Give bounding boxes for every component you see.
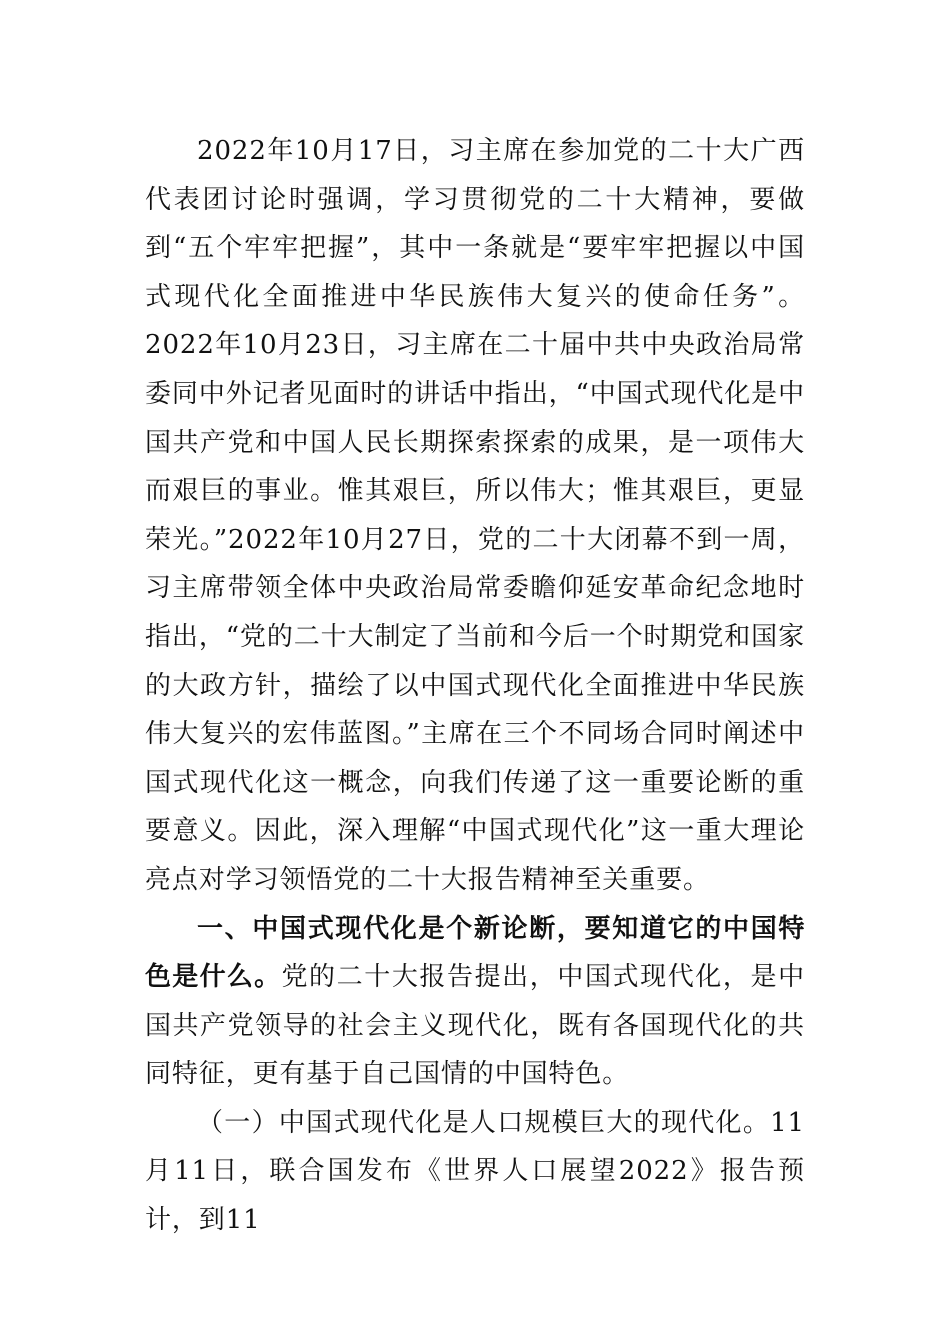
section-one-text: 党的二十大报告提出，中国式现代化，是中国共产党领导的社会主义现代化，既有各国现代化的共同特征，更有基于自己国情的中国特色。 (145, 962, 805, 1090)
subsection-one-text: （一）中国式现代化是人口规模巨大的现代化。11月11日，联合国发布《世界人口展望2022》报告预计，到11 (145, 1107, 805, 1236)
paragraph-section-one (145, 905, 805, 1099)
paragraph-intro-text: 2022年10月17日，习主席在参加党的二十大广西代表团讨论时强调，学习贯彻党的二十大精神，要做到“五个牢牢把握”，其中一条就是“要牢牢把握以中国式现代化全面推进中华民族伟大复兴的使命任务”。2022年10月23日，习主席在二十届中共中央政治局常委同中外记者见面时的讲话中指出，“中国式现代化是中国共产党和中国人民长期探索探索的成果，是一项伟大而艰巨的事业。惟其艰巨，所以伟大；惟其艰巨，更显荣光。”2022年10月27日，党的二十大闭幕不到一周，习主席带领全体中央政治局常委瞻仰延安革命纪念地时指出，“党的二十大制定了当前和今后一个时期党和国家的大政方针，描绘了以中国式现代化全面推进中华民族伟大复兴的宏伟蓝图。”主席在三个不同场合同时阐述中国式现代化这一概念，向我们传递了这一重要论断的重要意义。因此，深入理解“中国式现代化”这一重大理论亮点对学习领悟党的二十大报告精神至关重要。 (145, 136, 805, 895)
document-page (145, 127, 805, 1245)
paragraph-intro (145, 127, 805, 905)
paragraph-subsection-one (145, 1099, 805, 1245)
section-one-heading: 一、中国式现代化是个新论断，要知道它的中国特色是什么。 (145, 913, 805, 993)
